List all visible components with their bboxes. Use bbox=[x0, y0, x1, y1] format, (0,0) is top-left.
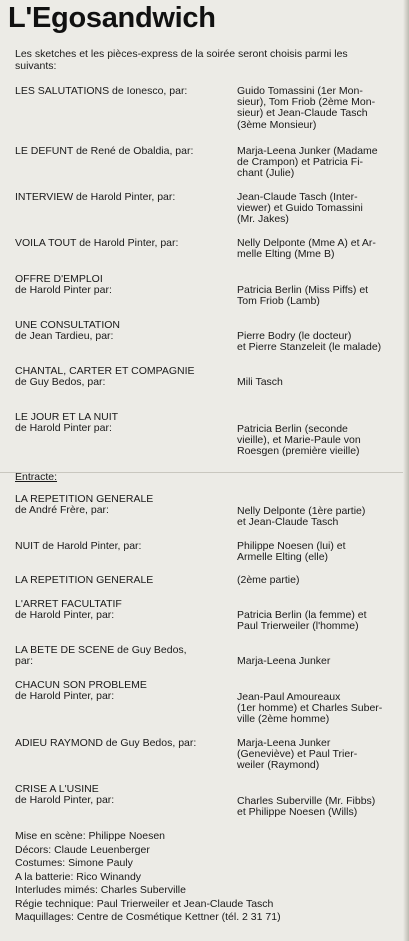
cast-list bbox=[237, 541, 405, 563]
cast-list bbox=[237, 192, 405, 226]
credit-line: Costumes: Simone Pauly bbox=[15, 857, 133, 869]
cast-line: Marja-Leena Junker bbox=[237, 737, 331, 749]
cast-line: (1er homme) et Charles Suber- bbox=[237, 702, 383, 715]
cast-line: ville (2ème homme) bbox=[237, 713, 330, 726]
credit-line: A la batterie: Rico Winandy bbox=[15, 870, 142, 883]
play-line: par: bbox=[15, 655, 34, 668]
cast-line: Nelly Delponte (Mme A) et Ar- bbox=[237, 237, 376, 249]
cast-list bbox=[237, 377, 405, 388]
play-line: L'ARRET FACULTATIF bbox=[15, 598, 122, 610]
cast-line: (3ème Monsieur) bbox=[237, 118, 317, 131]
intro-line: suivants: bbox=[15, 59, 57, 72]
play-line: de Harold Pinter par: bbox=[15, 422, 112, 435]
play-title bbox=[15, 238, 230, 249]
cast-list bbox=[237, 146, 405, 180]
play-line: LA REPETITION GENERALE bbox=[15, 574, 154, 586]
play-line: de Harold Pinter par: bbox=[15, 284, 112, 297]
play-title bbox=[15, 366, 230, 388]
cast-line: Nelly Delponte (1ère partie) bbox=[237, 505, 366, 517]
cast-line: et Jean-Claude Tasch bbox=[237, 516, 339, 529]
play-title bbox=[15, 645, 230, 667]
cast-line: Patricia Berlin (la femme) et bbox=[237, 609, 367, 621]
cast-line: Jean-Paul Amoureaux bbox=[237, 691, 341, 703]
play-line: de Harold Pinter, par: bbox=[15, 794, 115, 807]
intro-paragraph bbox=[15, 49, 403, 72]
cast-line: Armelle Elting (elle) bbox=[237, 551, 329, 564]
cast-line: Charles Suberville (Mr. Fibbs) bbox=[237, 795, 376, 807]
cast-line: de Crampon) et Patricia Fi- bbox=[237, 156, 364, 169]
cast-line: (2ème partie) bbox=[237, 574, 300, 586]
play-title bbox=[15, 738, 230, 749]
cast-line: melle Elting (Mme B) bbox=[237, 248, 335, 261]
play-title bbox=[15, 784, 230, 806]
play-line: de Harold Pinter, par: bbox=[15, 609, 115, 622]
play-line: CRISE A L'USINE bbox=[15, 783, 99, 795]
cast-line: Paul Trierweiler (l'homme) bbox=[237, 620, 359, 633]
cast-line: Marja-Leena Junker bbox=[237, 655, 331, 667]
cast-list bbox=[237, 424, 405, 458]
cast-line: (Mr. Jakes) bbox=[237, 213, 289, 226]
play-line: OFFRE D'EMPLOI bbox=[15, 273, 103, 285]
play-line: VOILA TOUT de Harold Pinter, par: bbox=[15, 237, 179, 249]
play-line: ADIEU RAYMOND de Guy Bedos, par: bbox=[15, 737, 197, 749]
cast-line: Mili Tasch bbox=[237, 376, 283, 388]
cast-line: Pierre Bodry (le docteur) bbox=[237, 330, 352, 342]
play-line: LA BETE DE SCENE de Guy Bedos, bbox=[15, 644, 187, 656]
cast-list bbox=[237, 796, 405, 818]
cast-list bbox=[237, 86, 405, 131]
play-line: LE JOUR ET LA NUIT bbox=[15, 411, 119, 423]
play-line: de André Frère, par: bbox=[15, 504, 109, 517]
cast-list bbox=[237, 738, 405, 772]
play-line: UNE CONSULTATION bbox=[15, 319, 121, 331]
play-title bbox=[15, 146, 230, 157]
cast-line: et Pierre Stanzeleit (le malade) bbox=[237, 341, 382, 354]
cast-line: Patricia Berlin (seconde bbox=[237, 423, 348, 435]
play-line: LA REPETITION GENERALE bbox=[15, 493, 154, 505]
play-line: de Jean Tardieu, par: bbox=[15, 330, 114, 343]
cast-line: Patricia Berlin (Miss Piffs) et bbox=[237, 284, 369, 296]
play-line: CHANTAL, CARTER ET COMPAGNIE bbox=[15, 365, 195, 377]
cast-list bbox=[237, 656, 405, 667]
cast-list bbox=[237, 285, 405, 307]
credit-line: Décors: Claude Leuenberger bbox=[15, 843, 150, 856]
cast-line: sieur) et Jean-Claude Tasch bbox=[237, 107, 368, 120]
cast-line: Guido Tomassini (1er Mon- bbox=[237, 85, 363, 97]
page-title: L'Egosandwich bbox=[8, 2, 216, 34]
intermission-label: Entracte: bbox=[15, 471, 58, 483]
cast-list bbox=[237, 575, 405, 586]
play-title bbox=[15, 86, 230, 97]
cast-line: Marja-Leena Junker (Madame bbox=[237, 145, 378, 157]
cast-list bbox=[237, 506, 405, 528]
play-line: de Harold Pinter, par: bbox=[15, 690, 115, 703]
play-title bbox=[15, 192, 230, 203]
play-title bbox=[15, 575, 230, 586]
play-title bbox=[15, 541, 230, 552]
credit-line: Interludes mimés: Charles Suberville bbox=[15, 884, 186, 896]
cast-line: Tom Friob (Lamb) bbox=[237, 295, 320, 308]
credits-list bbox=[15, 830, 405, 925]
cast-line: viewer) et Guido Tomassini bbox=[237, 202, 363, 215]
play-title bbox=[15, 599, 230, 621]
play-line: NUIT de Harold Pinter, par: bbox=[15, 540, 142, 552]
play-title bbox=[15, 274, 230, 296]
play-title bbox=[15, 320, 230, 342]
cast-line: (Geneviève) et Paul Trier- bbox=[237, 748, 358, 761]
cast-line: Philippe Noesen (lui) et bbox=[237, 540, 346, 552]
cast-list bbox=[237, 331, 405, 353]
cast-list bbox=[237, 692, 405, 726]
play-line: LES SALUTATIONS de Ionesco, par: bbox=[15, 85, 188, 97]
play-title bbox=[15, 680, 230, 702]
cast-line: sieur), Tom Friob (2ème Mon- bbox=[237, 96, 376, 109]
credit-line: Mise en scène: Philippe Noesen bbox=[15, 830, 166, 842]
cast-line: weiler (Raymond) bbox=[237, 759, 320, 772]
cast-line: Jean-Claude Tasch (Inter- bbox=[237, 191, 358, 203]
cast-line: et Philippe Noesen (Wills) bbox=[237, 806, 358, 819]
cast-list bbox=[237, 610, 405, 632]
credit-line: Maquillages: Centre de Cosmétique Kettner (tél. 2 31 71) bbox=[15, 911, 281, 923]
play-line: INTERVIEW de Harold Pinter, par: bbox=[15, 191, 176, 203]
play-line: LE DEFUNT de René de Obaldia, par: bbox=[15, 145, 194, 157]
cast-line: chant (Julie) bbox=[237, 167, 295, 180]
play-title bbox=[15, 494, 230, 516]
play-line: CHACUN SON PROBLEME bbox=[15, 679, 147, 691]
intro-line: Les sketches et les pièces-express de la soirée seront choisis parmi les bbox=[15, 48, 348, 60]
cast-line: vieille), et Marie-Paule von bbox=[237, 434, 361, 447]
credit-line: Régie technique: Paul Trierweiler et Jean-Claude Tasch bbox=[15, 897, 274, 910]
cast-line: Roesgen (première vieille) bbox=[237, 445, 360, 458]
play-line: de Guy Bedos, par: bbox=[15, 376, 106, 389]
page-edge-shadow bbox=[403, 0, 409, 941]
play-title bbox=[15, 412, 230, 434]
intermission-heading bbox=[15, 472, 230, 483]
cast-list bbox=[237, 238, 405, 260]
